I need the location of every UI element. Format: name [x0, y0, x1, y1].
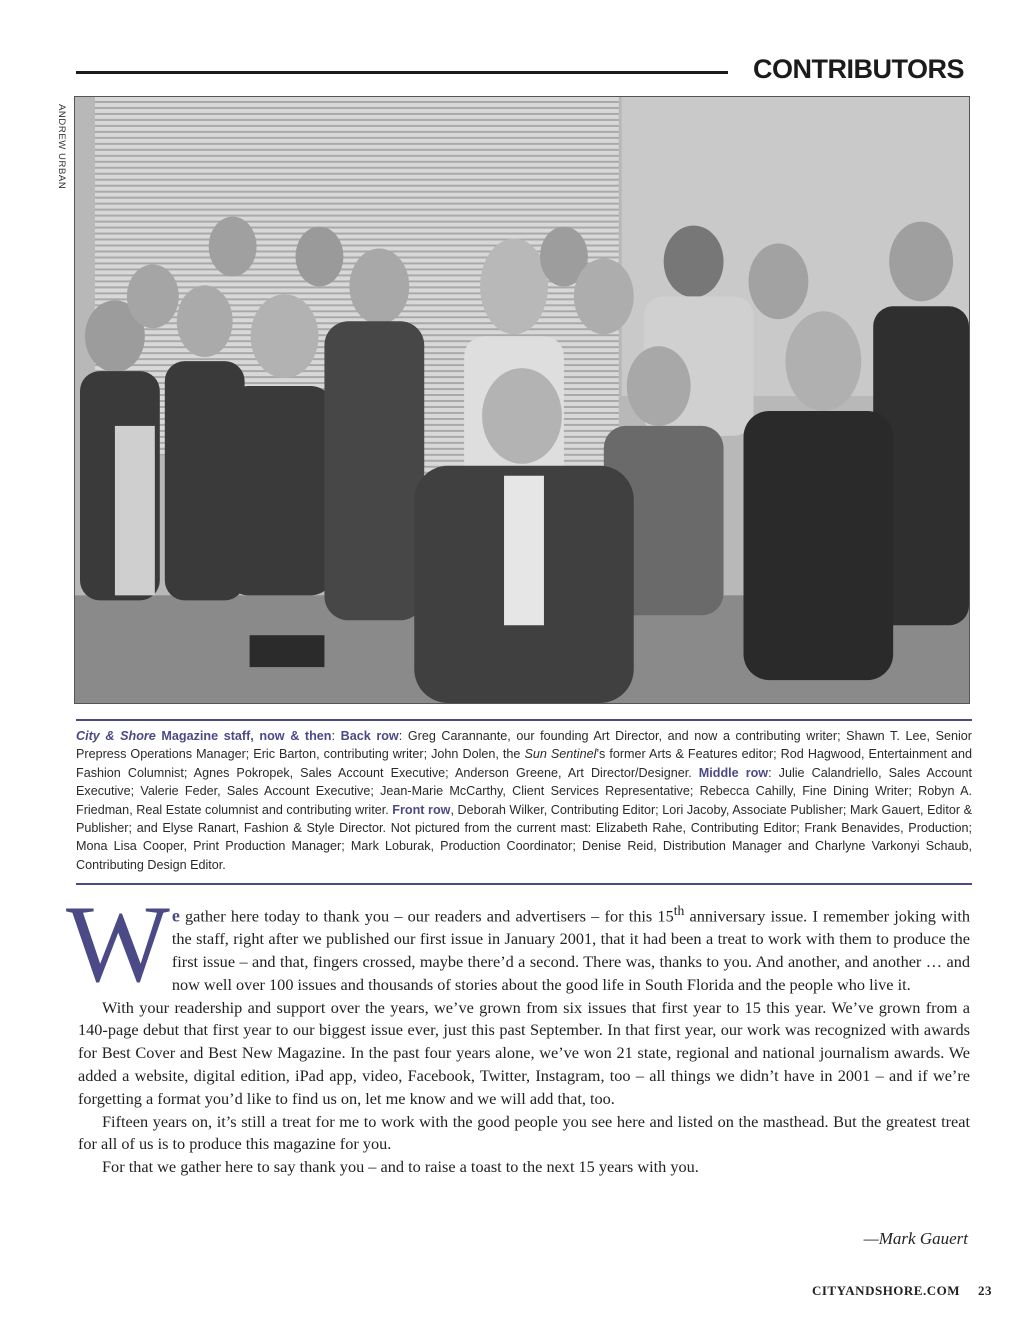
page-footer: [812, 1283, 992, 1299]
monitor: [115, 426, 155, 595]
paragraph-2: With your readership and support over the years, we’ve grown from six issues that first year to 15 this year. We’ve grown from a 140-page debut that first year to our biggest issue ever, just this past September. In that first year, our work was recognized with awards for Best Cover and Best New Magazine. In the past four years alone, we’ve won 21 state, regional and national journalism awards. We added a website, digital edition, iPad app, video, Facebook, Twitter, Instagram, too – all things we didn’t have in 2001 – and if we’re forgetting a format you’d like to find us on, let me know and we will add that, too.: [78, 997, 970, 1108]
section-title: CONTRIBUTORS: [752, 54, 964, 84]
paragraph-4: For that we gather here to say thank you – and to raise a toast to the next 15 years with you.: [102, 1157, 699, 1177]
caption-publication-name: City & Shore: [76, 729, 156, 743]
caption-front-row-text: , Deborah Wilker, Contributing Editor; Lori Jacoby, Associate Publisher; Mark Gauert, Editor & Publisher; and Elyse Ranart, Fashion & Style Director. Not pictured from the current mast: Elizabeth Rahe, Contributing Editor; Frank Benavides, Production; Mona Lisa Cooper, Print Production Manager; Mark Loburak, Production Coordinator; Denise Reid, Distribution Manager and Charlyne Varkonyi Schaub, Contributing Design Editor.: [76, 802, 973, 872]
staff-photo-illustration: [75, 97, 969, 703]
page-number: 23: [978, 1283, 992, 1298]
caption-middle-row-text: : Julie Calandriello, Sales Account Executive; Valerie Feder, Sales Account Executive; Jean-Marie McCarthy, Client Services Representative; Rebecca Cahilly, Fine Dining Writer; Robyn A. Friedman, Real Estate columnist and contributing writer.: [76, 765, 972, 817]
editor-letter: [66, 883, 971, 1179]
paragraph-1-part-b: anniversary issue. I remember joking with the staff, right after we published our first issue in January 2001, that it had been a treat to work with them to produce the first issue – and that, fingers crossed, maybe there’d a second. There was, thanks to you. And another, and another … and now well over 100 issues and thousands of stories about the good life in South Florida and the people who live it.: [171, 906, 971, 994]
author-signature: —Mark Gauert: [863, 1229, 968, 1248]
paragraph-1: [78, 900, 970, 997]
caption-heading: Magazine staff, now & then: [155, 729, 332, 743]
caption-sun-sentinel: Sun Sentinel: [524, 747, 597, 762]
staff-group-photo: [74, 96, 970, 704]
caption-back-row-text-2: ’s former Arts & Features editor; Rod Hagwood, Entertainment and Fashion Columnist; Agnes Pokropek, Sales Account Executive; Anderson Greene, Art Director/Designer.: [76, 747, 973, 780]
paragraph-3: Fifteen years on, it’s still a treat for me to work with the good people you see here and listed on the masthead. But the greatest treat for all of us is to produce this magazine for you.: [78, 1111, 970, 1154]
caption-back-row-label: Back row: [340, 729, 399, 743]
ordinal-suffix: th: [673, 903, 685, 918]
photo-caption: [76, 719, 972, 885]
caption-back-row-text: : Greg Carannante, our founding Art Director, and now a contributing writer; Shawn T. Lee, Senior Prepress Operations Manager; Eric Barton, contributing writer; John Dolen, the: [76, 729, 972, 762]
keyboard: [250, 635, 325, 667]
caption-middle-row-label: Middle row: [698, 765, 769, 780]
caption-front-row-label: Front row: [392, 802, 451, 817]
header-rule: [76, 71, 728, 74]
paragraph-1-part-a: gather here today to thank you – our readers and advertisers – for this 15: [179, 906, 674, 926]
drop-cap: W: [66, 883, 170, 1005]
drop-cap-tail: e: [171, 905, 180, 926]
photo-credit: ANDREW URBAN: [56, 104, 67, 190]
footer-website: CITYANDSHORE.COM: [811, 1283, 960, 1298]
caption-colon: :: [331, 729, 341, 743]
